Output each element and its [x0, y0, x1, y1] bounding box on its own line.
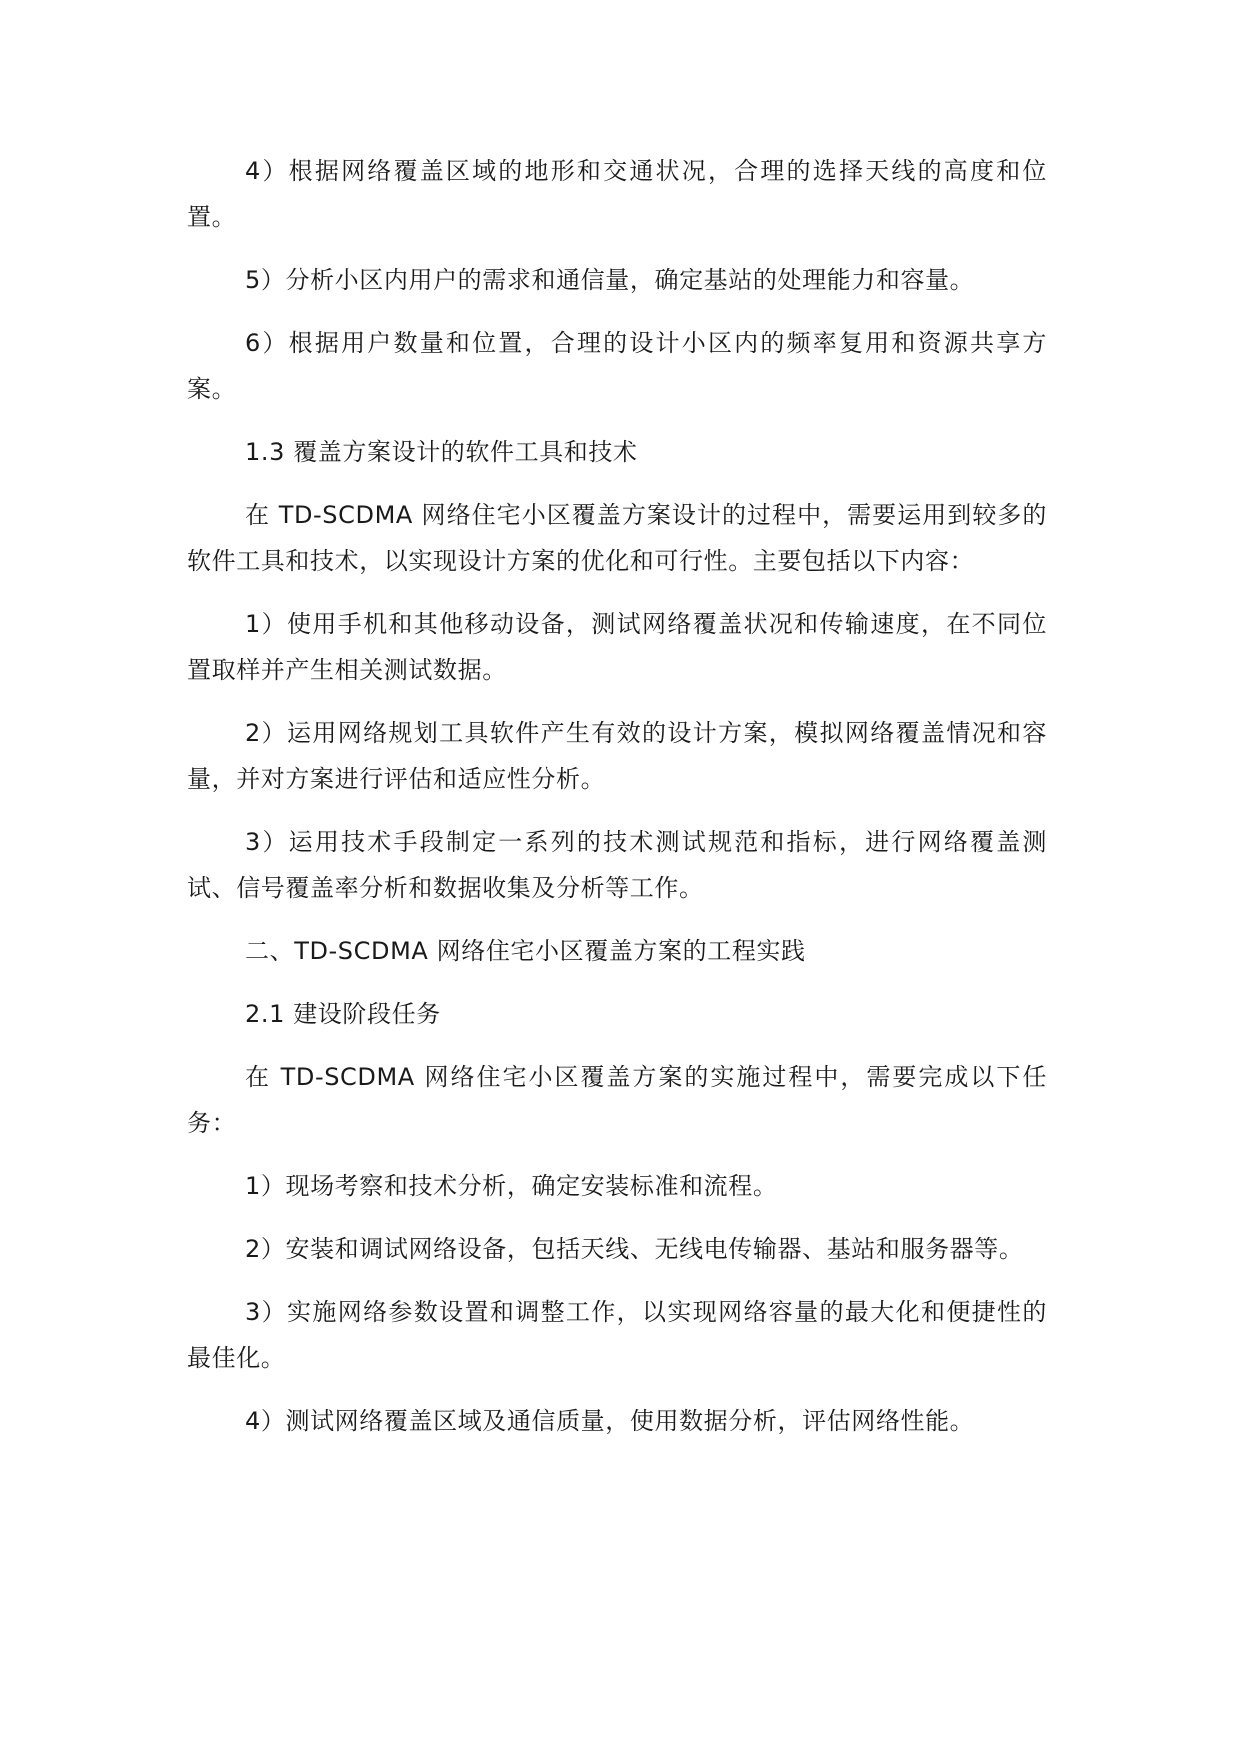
paragraph-tools-item-2: 2）运用网络规划工具软件产生有效的设计方案，模拟网络覆盖情况和容量，并对方案进行评估和适应性分析。: [187, 719, 1047, 793]
paragraph-task-item-2: 2）安装和调试网络设备，包括天线、无线电传输器、基站和服务器等。: [245, 1235, 1024, 1263]
paragraph-list-item-6: 6）根据用户数量和位置，合理的设计小区内的频率复用和资源共享方案。: [187, 329, 1047, 403]
paragraph-list-item-5: 5）分析小区内用户的需求和通信量，确定基站的处理能力和容量。: [245, 266, 975, 294]
chapter-heading-2: 二、TD-SCDMA 网络住宅小区覆盖方案的工程实践: [245, 937, 806, 965]
document-body: [187, 148, 1047, 1461]
paragraph-intro-tools: 在 TD-SCDMA 网络住宅小区覆盖方案设计的过程中，需要运用到较多的软件工具和技术，以实现设计方案的优化和可行性。主要包括以下内容：: [187, 501, 1047, 575]
paragraph-task-item-4: 4）测试网络覆盖区域及通信质量，使用数据分析，评估网络性能。: [245, 1407, 975, 1435]
paragraph-task-item-1: 1）现场考察和技术分析，确定安装标准和流程。: [245, 1172, 778, 1200]
paragraph-intro-tasks: 在 TD-SCDMA 网络住宅小区覆盖方案的实施过程中，需要完成以下任务：: [187, 1063, 1047, 1137]
paragraph-tools-item-1: 1）使用手机和其他移动设备，测试网络覆盖状况和传输速度，在不同位置取样并产生相关测试数据。: [187, 610, 1047, 684]
paragraph-task-item-3: 3）实施网络参数设置和调整工作，以实现网络容量的最大化和便捷性的最佳化。: [187, 1298, 1047, 1372]
paragraph-tools-item-3: 3）运用技术手段制定一系列的技术测试规范和指标，进行网络覆盖测试、信号覆盖率分析和数据收集及分析等工作。: [187, 828, 1047, 902]
section-heading-1-3: 1.3 覆盖方案设计的软件工具和技术: [245, 438, 638, 466]
section-heading-2-1: 2.1 建设阶段任务: [245, 1000, 441, 1028]
paragraph-list-item-4: 4）根据网络覆盖区域的地形和交通状况，合理的选择天线的高度和位置。: [187, 157, 1047, 231]
